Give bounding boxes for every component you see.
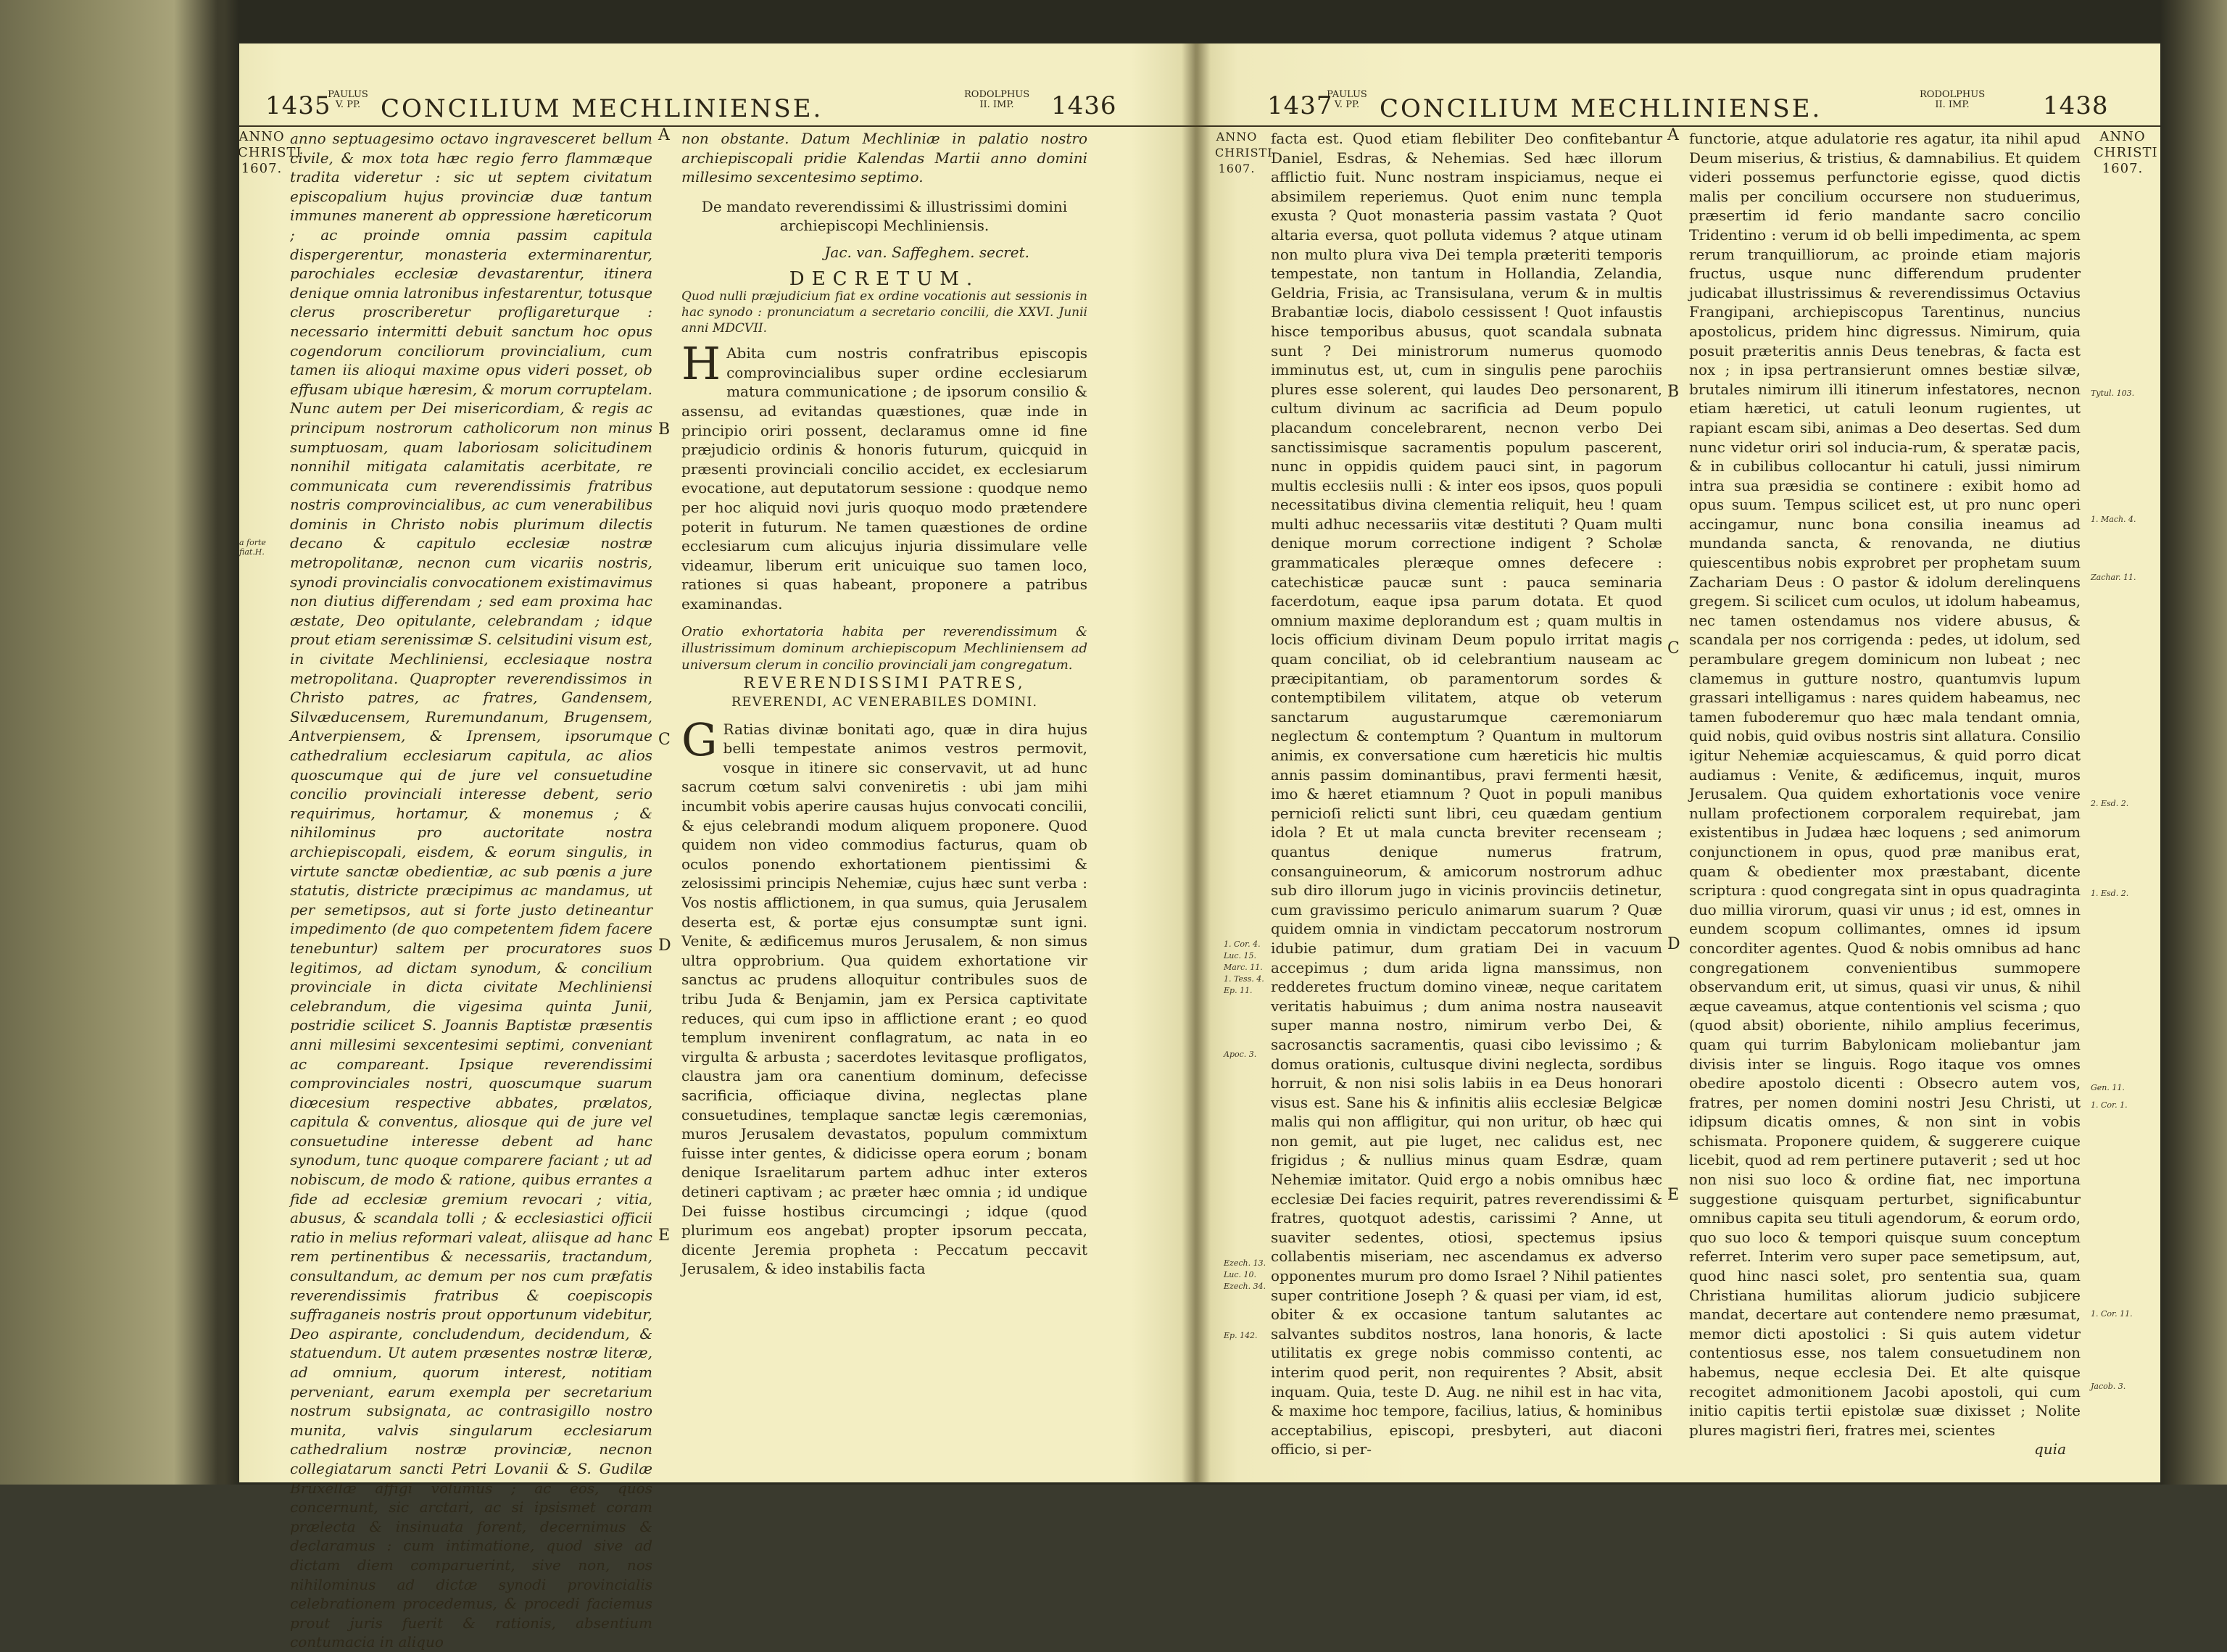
drop-cap: H [681,337,721,391]
running-title: CONCILIUM MECHLINIENSE. [381,94,824,123]
signature: Jac. van. Saffeghem. secret. [824,243,1029,261]
page-number: 1435 [265,91,331,120]
margin-note: Ep. 142. [1224,1331,1258,1340]
section-mark: C [658,731,671,749]
section-heading: DECRETUM. [789,267,980,290]
margin-note: Ezech. 34. [1224,1282,1266,1291]
margin-note: Luc. 10. [1224,1270,1257,1279]
paragraph: facta est. Quod etiam flebiliter Deo confitebantur Daniel, Esdras, & Nehemias. Sed hæc illorum afflictio fuit. Nunc nostram inspiciamus, neque ei absimilem reperiemus. Quot enim nunc templa exusta ? Quot monasteria passim vastata ? Quot altaria eversa, quot polluta videmus ? atque utinam non multo plura viva Dei templa præteriti temporis tempestate, non tantum in Hollandia, Zelandia, Geldria, Frisia, ac Transisulana, verum & in multis Brabantiæ locis, diabolo cessissent ! Quot infaustis hisce temporibus abusus, quot scandala subnata sunt ? Dei ministrorum numerus quomodo imminutus est, ut, cum in singulis pene parochiis plures esse solerent, qui laudes Deo personarent, cultum divinum ac sacrificia ad Deum populo placandum concelebrarent, necnon verbo Dei sanctissimisque sacramentis populum pascerent, nunc in oppidis quidem pauci sint, in pagorum multis ecclesiis nulli : & inter eos ipsos, quos populi necessitatibus divina clementia reliquit, heu ! quam multi adhuc necessariis vitæ destituti ? Quam multi denique morum correctione indigent ? Scholæ grammaticales pleræque omnes defecere : catechisticæ paucæ sunt : pauca seminaria facerdotum, eaque ipsa parum dotata. Et quod omnium maxime deplorandum est ; quam multis in locis officium divinam Deum populo irritat magis quam conciliat, ob id celebrantium nauseam ac præcipitantiam, ob paramentorum sordes & contemptibilem vilitatem, atque ob veterum sanctarum augustarumque cæremoniarum neglectum & contemptum ? Quantum in multorum animis, ex conversatione cum hæreticis hic multis annis passim dominantibus, pravi fermenti hæsit, imo & hæret etiamnum ? Quot in populi manibus pernicioſi relicti sunt libri, ceu quædam gentium idola ? Et ut mala cuncta breviter recenseam ; quantus denique numerus fratrum, consanguineorum, & amicorum nostrorum adhuc sub diro illorum jugo in vicinis provinciis detinetur, cum gravissimo periculo animarum suarum ? Quæ quidem omnia in vindictam peccatorum nostrorum idubie patimur, dum gratiam Dei in vacuum accepimus ; dum arida ligna manssimus, non redderetes fructum domino vineæ, neque caritatem veritatis habuimus ; dum anima nostra nauseavit super manna nostro, nimirum verbo Dei, & sacrosanctis sacramentis, quasi cibo levissimo ; & domus orationis, cultusque divini neglecta, sordibus horruit, & non nisi solis labiis in ea Deus honorari visus est. Sane his & infinitis aliis ecclesiæ Belgicæ malis qui non affligitur, qui non uritur, ob hæc qui non gemit, aut pie luget, nec calidus est, nec frigidus ; & nullius minus quam Esdræ, quam Nehemiæ imitator. Quid ergo a nobis omnibus hæc ecclesiæ Dei facies requirit, patres reverendissimi & fratres, quotquot adestis, carissimi ? Anne, ut suaviter sedentes, otiosi, spectemus ipsius collabentis miseriam, nec ascendamus ex adverso opponentes murum pro domo Israel ? Nihil patientes super contritione Joseph ? & quasi per viam, id est, obiter & ex occasione tantum salutantes ac salvantes subditos nostros, lana honoris, & lacte utilitatis ex grege nobis commisso contenti, ac interim quod perit, non requirentes ? Absit, absit inquam. Quia, teste D. Aug. ne nihil est in hac vita, & maxime hoc tempore, facilius, latius, & hominibus acceptabilius, episcopi, presbyteri, aut diaconi officio, si per- [1271,130,1662,1458]
book-gutter [1182,43,1211,1482]
margin-note: Apoc. 3. [1224,1050,1257,1059]
page-number: 1436 [1051,91,1117,120]
drop-cap: G [681,713,718,766]
address-subheading: REVERENDI, AC VENERABILES DOMINI. [731,694,1038,710]
margin-year: ANNO CHRISTI 1607. [238,129,302,176]
left-page-column-1 [290,129,652,1651]
margin-note: 1. Tess. 4. [1224,974,1264,984]
left-page [238,43,1195,1651]
margin-year: ANNO CHRISTI 1607. [2094,129,2158,176]
margin-note: Luc. 15. [1224,951,1257,960]
header-rule [239,125,1195,127]
section-mark: D [1667,935,1680,953]
margin-note: 1. Mach. 4. [2091,515,2136,524]
paragraph [681,337,1087,613]
running-head-pope: PAULUS V. PP. [328,89,368,110]
left-page-column-2 [681,129,1087,1463]
address-heading: REVERENDISSIMI PATRES, [743,674,1026,692]
oration-text: Ratias divinæ bonitati ago, quæ in dira hujus belli tempestate animos vestros permovit, vosque in itinere sic conservavit, ut ad hunc sacrum cœtum salvi conveniretis : ubi jam mihi incumbit vobis aperire causas hujus convocati concilii, & ejus celebrandi modum aliquem proponere. Quod quidem non video commodius facturus, quam ob oculos ponendo exhortationem pientissimi & zelosissimi principis Nehemiæ, cujus hæc sunt verba : Vos nostis afflictionem, in qua sumus, quia Jerusalem deserta est, & portæ ejus consumptæ sunt igni. Venite, & ædificemus muros Jerusalem, & non simus ultra opprobrium. Qua quidem exhortatione vir sanctus ac prudens alloquitur contribules suos de tribu Juda & Benjamin, jam ex Persica captivitate reduces, qui cum ipso in afflictione erant ; eo quod templum invenirent conflagratum, ac nata in eo virgulta & arbusta ; sacerdotes levitasque profligatos, claustra jam ora canentium dominum, defecisse sacrificia, officiaque divina, neglectas plane consuetudines, templaque sanctæ legis cæremonias, muros Jerusalem devastatos, populum commixtum fuisse inter gentes, & didicisse opera eorum ; bonam denique Israelitarum partem adhuc inter exteros detineri captivam ; ac præter hæc omnia ; id undique Dei fuisse hostibus circumcingi ; idque (quod plurimum eos angebat) propter ipsorum peccata, dicente Jeremia propheta : Peccatum peccavit Jerusalem, & ideo instabilis facta [681,720,1087,1278]
margin-note: 1. Cor. 4. [1224,939,1261,949]
section-mark: E [658,1226,671,1245]
paragraph [681,713,1087,1279]
decree-text: Abita cum nostris confratribus episcopis comprovincialibus super ordine ecclesiarum matura communicatione ; de ipsorum consilio & assensu, ad evitandas quæstiones, quæ inde in principio oriri possent, declaramus omne id fine præjudicio ordinis & honoris futurum, quicquid in præsenti provinciali concilio accidet, ex ecclesiarum evocatione, aut deputatorum sessione : quodque nemo per hoc aliquid novi juris quoquo modo prætendere poterit in futurum. Ne tamen quæstiones de ordine ecclesiarum cum alicujus injuria dissimulare velle videamur, liberum erit unicuique suo tamen loco, rationes si quas habeant, proponere a patribus examinandas. [681,344,1087,613]
paragraph: non obstante. Datum Mechliniæ in palatio nostro archiepiscopali pridie Kalendas Martii anno domini millesimo sexcentesimo septimo. [681,130,1087,186]
running-head-emperor: RODOLPHUS II. IMP. [1920,89,1986,110]
margin-note: a forte fiat.H. [239,538,266,557]
margin-note: Zachar. 11. [2091,573,2136,582]
margin-note: Jacob. 3. [2091,1382,2126,1391]
running-title: CONCILIUM MECHLINIENSE. [1380,94,1822,123]
right-page-column-2 [1689,129,2081,1482]
oration-heading: Oratio exhortatoria habita per reverendissimum & illustrissimum dominum archiepiscopum Mechliniensem ad universum clerum in concilio provinciali jam congregatum. [681,624,1087,673]
margin-note: Gen. 11. [2091,1083,2125,1092]
page-number: 1437 [1267,91,1333,120]
margin-note: Ezech. 13. [1224,1258,1266,1268]
right-page-column-1 [1271,129,1662,1463]
section-mark: B [658,420,671,439]
section-mark: A [658,126,670,144]
paragraph: functorie, atque adulatorie res agatur, ita nihil apud Deum miserius, & tristius, & damnabilius. Et quidem videri possemus perfunctorie egisse, quod dictis malis per concilium occursere non studuerimus, præsertim id ferio mandante sacro concilio Tridentino : verum id ob belli impedimenta, ac spem rerum tranquilliorum, ac proinde etiam majoris fructus, usque nunc differendum prudenter judicabat illustrissimus & reverendissimus Octavius Frangipani, archiepiscopus Tarentinus, nuncius apostolicus, pridem hinc digressus. Nimirum, quia posuit præteritis annis Deus tenebras, & facta est nox ; in ipsa pertransierunt omnes bestiæ silvæ, brutales nimirum illi itinerum infestatores, necnon etiam hæretici, ut catuli leonum rugientes, ut rapiant escam sibi, animas a Deo desertas. Sed dum nunc videtur oriri sol inducia-rum, & speratæ pacis, & in cubilibus collocantur hi catuli, jussi nimirum intra sua præsidia se continere : exibit homo ad opus suum. Tempus scilicet est, ut pro nunc operi accingamur, nunc bona consilia ineamus ad mundanda sancta, & renovanda, ne diutius quiescentibus nobis exprobret per prophetam suum Zachariam Deus : O pastor & idolum derelinquens gregem. Si scilicet cum oculos, ut idolum habeamus, nec tamen ostendamus nos videre abusus, & scandala per nos corrigenda : pedes, ut idolum, sed perambulare gregem dominicum non lubeat ; nec clamemus in gutture nostro, quantumvis lupum grassari intelligamus : nares quidem habeamus, nec tamen fuboderemur quo hæc mala tendant omnia, quid nobis, quid ovibus nostris sint allatura. Consilio igitur Nehemiæ acquiescamus, & quid porro dicat audiamus : Venite, & ædificemus, inquit, muros Jerusalem. Qua quidem exhortationis voce venire nullam profectionem corporalem requirebat, jam existentibus in Judæa hæc loquens ; sed animorum conjunctionem in opus, quod præ manibus erat, quam & obedienter mox præstabant, dicente scriptura : quod congregata sint in opus quadraginta duo millia virorum, quasi vir unus ; id est, omnes in eundem scopum collimantes, omnes id ipsum concorditer agentes. Quod & nobis omnibus ad hanc congregationem convenientibus summopere observandum erit, ut simus, quasi vir unus, & nihil æque caveamus, atque contentionis vel scisma ; quo (quod absit) oboriente, nihilo amplius fecerimus, quam qui turrim Babylonicam moliebantur jam divisis inter se linguis. Rogo itaque vos omnes obedire apostolo dicenti : Obsecro autem vos, fratres, per nomen domini nostri Jesu Christi, ut idipsum dicatis omnes, & non sint in vobis schismata. Proponere quidem, & suggerere cuique licebit, quod ad rem pertinere putaverit ; sed ut hoc non nisi suo loco & ordine fiat, nec importuna suggestione quisquam perturbet, significabuntur omnibus capita seu tituli agendorum, & eorum ordo, quo suo loco & tempori quisque suum conceptum referret. Interim vero super pace semetipsum, aut, quod hinc nasci solet, pro sententia sua, quam Christiana humilitas aliorum judicio subjicere mandat, decertare aut contendere nemo præsumat, memor dicti apostolici : Si quis autem videtur contentiosus esse, nos talem consuetudinem non habemus, neque ecclesia Dei. Et alte quisque recogitet admonitionem Jacobi apostoli, qui cum initio capitis tertii epistolæ suæ dixisset ; Nolite plures magistri fieri, fratres mei, scientes [1689,130,2081,1439]
margin-note: 1. Cor. 11. [2091,1309,2133,1319]
page-number: 1438 [2043,91,2109,120]
running-head-emperor: RODOLPHUS II. IMP. [964,89,1030,110]
margin-year: ANNO CHRISTI 1607. [1215,130,1273,175]
right-page [1195,43,2160,1482]
section-mark: D [658,937,671,955]
section-mark: E [1667,1186,1680,1204]
margin-note: 1. Esd. 2. [2091,889,2129,898]
section-mark: C [1667,639,1680,657]
section-mark: B [1667,383,1680,401]
decree-subtitle: Quod nulli præjudicium fiat ex ordine vocationis aut sessionis in hac synodo : pronunciatum a secretario concilii, die XXVI. Junii anni MDCVII. [681,289,1087,336]
margin-note: Marc. 11. [1224,963,1263,972]
running-head-pope: PAULUS V. PP. [1327,89,1367,110]
mandate: De mandato reverendissimi & illustrissimi domini archiepiscopi Mechliniensis. [701,197,1068,235]
margin-note: 2. Esd. 2. [2091,799,2129,808]
margin-note: Tytul. 103. [2091,389,2135,398]
catchword: quia [2033,1440,2066,1458]
paragraph: anno septuagesimo octavo ingravesceret bellum civile, & mox tota hæc regio ferro flammæque tradita videretur : sic ut septem civitatum episcopalium hujus provinciæ duæ tantum immunes manerent ab oppressione hæreticorum ; ac proinde omnia passim capitula dispergerentur, monasteria exterminarentur, parochiales ecclesiæ devastarentur, itinera denique omnia latronibus infestarentur, totusque clerus proscriberetur profligareturque : necessario intermitti debuit sanctum hoc opus cogendorum conciliorum provincialium, cum tamen iis alioqui maxime opus videri posset, ob effusam ubique hæresim, & morum corruptelam. Nunc autem per Dei misericordiam, & regis ac principum nostrorum catholicorum non minus sumptuosam, quam laboriosam solicitudinem nonnihil mitigata calamitatis acerbitate, re communicata cum reverendissimis fratribus nostris comprovincialibus, ac cum venerabilibus dominis in Christo nobis plurimum dilectis decano & capitulo ecclesiæ nostræ metropolitanæ, necnon cum vicariis nostris, synodi provincialis convocationem existimavimus non diutius differendam ; sed eam proxima hac æstate, Deo opitulante, celebrandam ; idque prout etiam serenissimæ S. celsitudini visum est, in civitate Mechliniensi, ecclesiaque nostra metropolitana. Quapropter reverendissimos in Christo patres, ac fratres, Gandensem, Silvæducensem, Ruremundanum, Brugensem, Antverpiensem, & Iprensem, ipsorumque cathedralium ecclesiarum capitula, ac alios quoscumque qui de jure vel consuetudine concilio provinciali interesse debent, serio requirimus, hortamur, & monemus ; & nihilominus pro auctoritate nostra archiepiscopali, eisdem, & eorum singulis, in virtute sanctæ obedientiæ, ac sub pœnis a jure statutis, districte præcipimus ac mandamus, ut per semetipsos, aut si forte justo detineantur impedimento (de quo competentem fidem facere tenebuntur) saltem per procuratores suos legitimos, ad dictam synodum, & concilium provinciale in dicta civitate Mechliniensi celebrandum, die vigesima quinta Junii, postridie scilicet S. Joannis Baptistæ præsentis anni millesimi sexcentesimi septimi, conveniant ac compareant. Ipsique reverendissimi comprovinciales nostri, quoscumque suarum diœcesium respective abbates, prælatos, capitula & conventus, aliosque qui de jure vel consuetudine interesse debent ad hanc synodum, tunc quoque comparere faciant ; ut ad nobiscum, de modo & ratione, quibus errantes a fide ad ecclesiæ gremium revocari ; vitia, abusus, & scandala tolli ; & ecclesiastici officii ratio in melius reformari valeat, aliisque ad hanc rem pertinentibus & necessariis, tractandum, consultandum, ac demum per nos cum præfatis reverendissimis fratribus & coepiscopis suffraganeis nostris prout opportunum videbitur, Deo aspirante, concludendum, decidendum, & statuendum. Ut autem præsentes nostræ literæ, ad omnium, quorum interest, notitiam perveniant, earum exempla per secretarium nostrum subsignata, ac contrasigillo nostro munita, valvis singularum ecclesiarum cathedralium nostræ provinciæ, necnon collegiatarum sancti Petri Lovanii & S. Gudilæ Bruxellæ affigi volumus ; ac eos, quos concernunt, sic arctari, ac si ipsismet coram prælecta & insinuata forent, decernimus & declaramus : cum intimatione, quod sive ad dictam diem comparuerint, sive non, nos nihilominus ad dictæ synodi provincialis celebrationem procedemus, & procedi faciemus prout juris fuerit & rationis, absentium contumacia in aliquo [290,130,652,1651]
margin-note: Ep. 11. [1224,986,1253,995]
section-mark: A [1667,126,1679,144]
margin-note: 1. Cor. 1. [2091,1100,2128,1110]
